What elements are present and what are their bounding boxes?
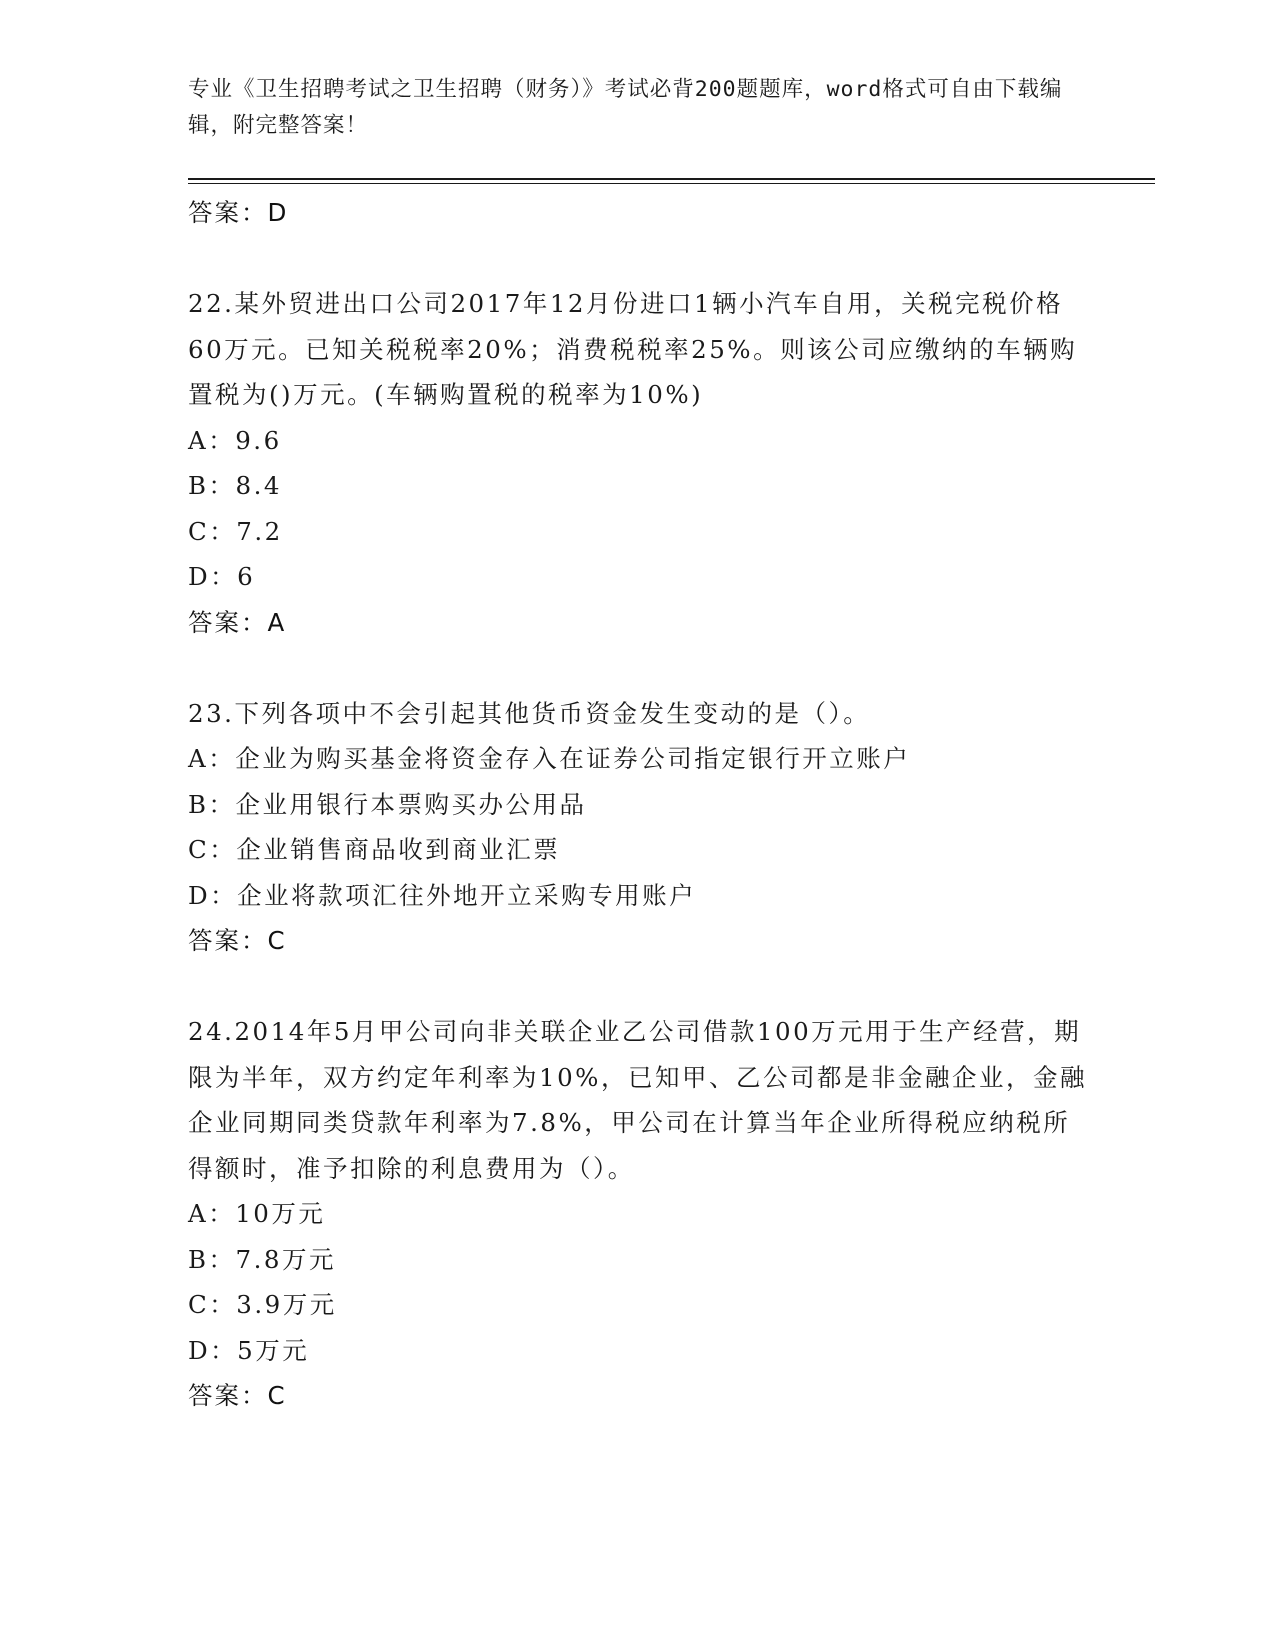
question-text: 24.2014年5月甲公司向非关联企业乙公司借款100万元用于生产经营，期限为半年，双方约定年利率为10%，已知甲、乙公司都是非金融企业，金融企业同期同类贷款年利率为7.8%，甲公司在计算当年企业所得税应纳税所得额时，准予扣除的利息费用为（）。 [188, 1017, 1087, 1183]
header-rule-thick [188, 178, 1155, 180]
answer-line: 答案：A [188, 607, 287, 637]
header-rule-thin [188, 183, 1155, 184]
option-b: B：企业用银行本票购买办公用品 [188, 789, 587, 819]
option-a: A：9.6 [188, 425, 282, 455]
question-block-24 [188, 1009, 1088, 1418]
document-header: 专业《卫生招聘考试之卫生招聘（财务）》考试必背200题题库，word格式可自由下载编辑，附完整答案！ [188, 77, 1063, 138]
option-d: D：企业将款项汇往外地开立采购专用账户 [188, 880, 697, 910]
answer-line: 答案：D [188, 198, 289, 227]
option-a: A：企业为购买基金将资金存入在证券公司指定银行开立账户 [188, 744, 911, 773]
question-block-22 [188, 281, 1088, 645]
question-block-23 [188, 691, 1088, 964]
option-c: C：企业销售商品收到商业汇票 [188, 835, 561, 864]
option-a: A：10万元 [188, 1199, 326, 1228]
option-d: D：6 [188, 562, 256, 591]
option-c: C：7.2 [188, 516, 283, 546]
answer-line: 答案：C [188, 1381, 287, 1410]
question-text: 23.下列各项中不会引起其他货币资金发生变动的是（）。 [188, 698, 871, 728]
option-c: C：3.9万元 [188, 1290, 337, 1319]
question-list [188, 190, 1088, 1418]
option-b: B：8.4 [188, 471, 282, 500]
option-b: B：7.8万元 [188, 1244, 336, 1274]
option-d: D：5万元 [188, 1335, 310, 1365]
question-text: 22.某外贸进出口公司2017年12月份进口1辆小汽车自用，关税完税价格60万元。已知关税税率20%；消费税税率25%。则该公司应缴纳的车辆购置税为()万元。(车辆购置税的税率为10%) [188, 289, 1078, 409]
answer-line: 答案：C [188, 926, 287, 955]
